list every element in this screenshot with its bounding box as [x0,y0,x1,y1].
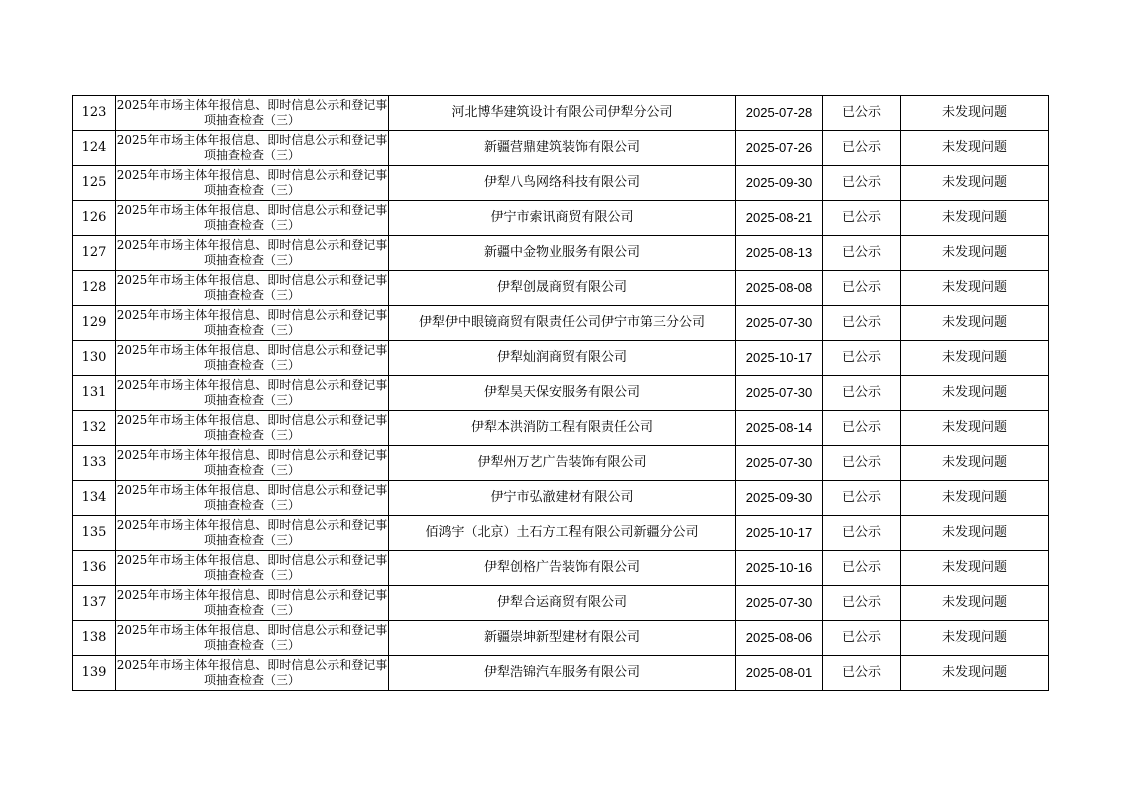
inspection-date: 2025-07-26 [736,131,823,166]
inspection-task: 2025年市场主体年报信息、即时信息公示和登记事项抽查检查（三） [116,656,389,691]
row-number: 134 [73,481,116,516]
table-row [73,306,1049,341]
table-row [73,551,1049,586]
row-number: 137 [73,586,116,621]
inspection-task: 2025年市场主体年报信息、即时信息公示和登记事项抽查检查（三） [116,166,389,201]
publicity-status: 已公示 [823,201,901,236]
inspection-task: 2025年市场主体年报信息、即时信息公示和登记事项抽查检查（三） [116,376,389,411]
company-name: 伊犁灿润商贸有限公司 [389,341,736,376]
company-name: 伊犁本洪消防工程有限责任公司 [389,411,736,446]
row-number: 138 [73,621,116,656]
inspection-task: 2025年市场主体年报信息、即时信息公示和登记事项抽查检查（三） [116,271,389,306]
publicity-status: 已公示 [823,341,901,376]
company-name: 伊宁市索讯商贸有限公司 [389,201,736,236]
inspection-date: 2025-10-16 [736,551,823,586]
inspection-date: 2025-08-01 [736,656,823,691]
inspection-result: 未发现问题 [901,271,1049,306]
table-row [73,586,1049,621]
inspection-date: 2025-07-30 [736,446,823,481]
inspection-date: 2025-10-17 [736,341,823,376]
publicity-status: 已公示 [823,551,901,586]
publicity-status: 已公示 [823,271,901,306]
inspection-result: 未发现问题 [901,586,1049,621]
row-number: 123 [73,96,116,131]
company-name: 伊犁合运商贸有限公司 [389,586,736,621]
table-row [73,131,1049,166]
row-number: 136 [73,551,116,586]
inspection-date: 2025-08-06 [736,621,823,656]
table-body [73,96,1049,691]
inspection-task: 2025年市场主体年报信息、即时信息公示和登记事项抽查检查（三） [116,586,389,621]
inspection-task: 2025年市场主体年报信息、即时信息公示和登记事项抽查检查（三） [116,236,389,271]
inspection-result: 未发现问题 [901,166,1049,201]
inspection-task: 2025年市场主体年报信息、即时信息公示和登记事项抽查检查（三） [116,621,389,656]
publicity-status: 已公示 [823,96,901,131]
inspection-task: 2025年市场主体年报信息、即时信息公示和登记事项抽查检查（三） [116,411,389,446]
company-name: 新疆中金物业服务有限公司 [389,236,736,271]
table-row [73,166,1049,201]
table-row [73,411,1049,446]
inspection-result: 未发现问题 [901,411,1049,446]
inspection-task: 2025年市场主体年报信息、即时信息公示和登记事项抽查检查（三） [116,201,389,236]
inspection-date: 2025-09-30 [736,481,823,516]
table-row [73,376,1049,411]
inspection-date: 2025-07-30 [736,306,823,341]
company-name: 伊犁浩锦汽车服务有限公司 [389,656,736,691]
table-row [73,341,1049,376]
company-name: 河北博华建筑设计有限公司伊犁分公司 [389,96,736,131]
inspection-result: 未发现问题 [901,376,1049,411]
publicity-status: 已公示 [823,481,901,516]
inspection-result: 未发现问题 [901,481,1049,516]
inspection-task: 2025年市场主体年报信息、即时信息公示和登记事项抽查检查（三） [116,551,389,586]
publicity-status: 已公示 [823,131,901,166]
company-name: 佰鸿宇（北京）土石方工程有限公司新疆分公司 [389,516,736,551]
inspection-result: 未发现问题 [901,516,1049,551]
inspection-result: 未发现问题 [901,96,1049,131]
table-row [73,271,1049,306]
inspection-result: 未发现问题 [901,306,1049,341]
table-row [73,201,1049,236]
row-number: 132 [73,411,116,446]
publicity-status: 已公示 [823,656,901,691]
inspection-result: 未发现问题 [901,551,1049,586]
company-name: 伊犁州万艺广告装饰有限公司 [389,446,736,481]
inspection-result: 未发现问题 [901,236,1049,271]
inspection-date: 2025-08-14 [736,411,823,446]
row-number: 139 [73,656,116,691]
publicity-status: 已公示 [823,236,901,271]
table-row [73,236,1049,271]
inspection-task: 2025年市场主体年报信息、即时信息公示和登记事项抽查检查（三） [116,96,389,131]
company-name: 伊犁八鸟网络科技有限公司 [389,166,736,201]
table-row [73,621,1049,656]
inspection-result: 未发现问题 [901,446,1049,481]
company-name: 新疆营鼎建筑装饰有限公司 [389,131,736,166]
inspection-date: 2025-07-28 [736,96,823,131]
table-row [73,656,1049,691]
inspection-date: 2025-08-13 [736,236,823,271]
inspection-result: 未发现问题 [901,201,1049,236]
publicity-status: 已公示 [823,516,901,551]
row-number: 135 [73,516,116,551]
company-name: 伊犁创格广告装饰有限公司 [389,551,736,586]
publicity-status: 已公示 [823,621,901,656]
inspection-date: 2025-07-30 [736,586,823,621]
company-name: 新疆崇坤新型建材有限公司 [389,621,736,656]
company-name: 伊犁创晟商贸有限公司 [389,271,736,306]
row-number: 124 [73,131,116,166]
inspection-date: 2025-08-21 [736,201,823,236]
row-number: 130 [73,341,116,376]
inspection-task: 2025年市场主体年报信息、即时信息公示和登记事项抽查检查（三） [116,516,389,551]
publicity-status: 已公示 [823,411,901,446]
inspection-result: 未发现问题 [901,341,1049,376]
table-row [73,96,1049,131]
table-row [73,446,1049,481]
company-name: 伊宁市弘澈建材有限公司 [389,481,736,516]
table-row [73,516,1049,551]
inspection-task: 2025年市场主体年报信息、即时信息公示和登记事项抽查检查（三） [116,446,389,481]
row-number: 133 [73,446,116,481]
inspection-results-table [72,95,1049,691]
inspection-task: 2025年市场主体年报信息、即时信息公示和登记事项抽查检查（三） [116,481,389,516]
company-name: 伊犁昊天保安服务有限公司 [389,376,736,411]
row-number: 131 [73,376,116,411]
publicity-status: 已公示 [823,306,901,341]
inspection-date: 2025-10-17 [736,516,823,551]
company-name: 伊犁伊中眼镜商贸有限责任公司伊宁市第三分公司 [389,306,736,341]
inspection-date: 2025-08-08 [736,271,823,306]
inspection-result: 未发现问题 [901,131,1049,166]
inspection-result: 未发现问题 [901,621,1049,656]
inspection-result: 未发现问题 [901,656,1049,691]
publicity-status: 已公示 [823,446,901,481]
inspection-task: 2025年市场主体年报信息、即时信息公示和登记事项抽查检查（三） [116,306,389,341]
inspection-task: 2025年市场主体年报信息、即时信息公示和登记事项抽查检查（三） [116,131,389,166]
publicity-status: 已公示 [823,166,901,201]
row-number: 128 [73,271,116,306]
row-number: 127 [73,236,116,271]
row-number: 126 [73,201,116,236]
publicity-status: 已公示 [823,376,901,411]
publicity-status: 已公示 [823,586,901,621]
inspection-date: 2025-09-30 [736,166,823,201]
table-row [73,481,1049,516]
inspection-date: 2025-07-30 [736,376,823,411]
row-number: 125 [73,166,116,201]
row-number: 129 [73,306,116,341]
inspection-task: 2025年市场主体年报信息、即时信息公示和登记事项抽查检查（三） [116,341,389,376]
